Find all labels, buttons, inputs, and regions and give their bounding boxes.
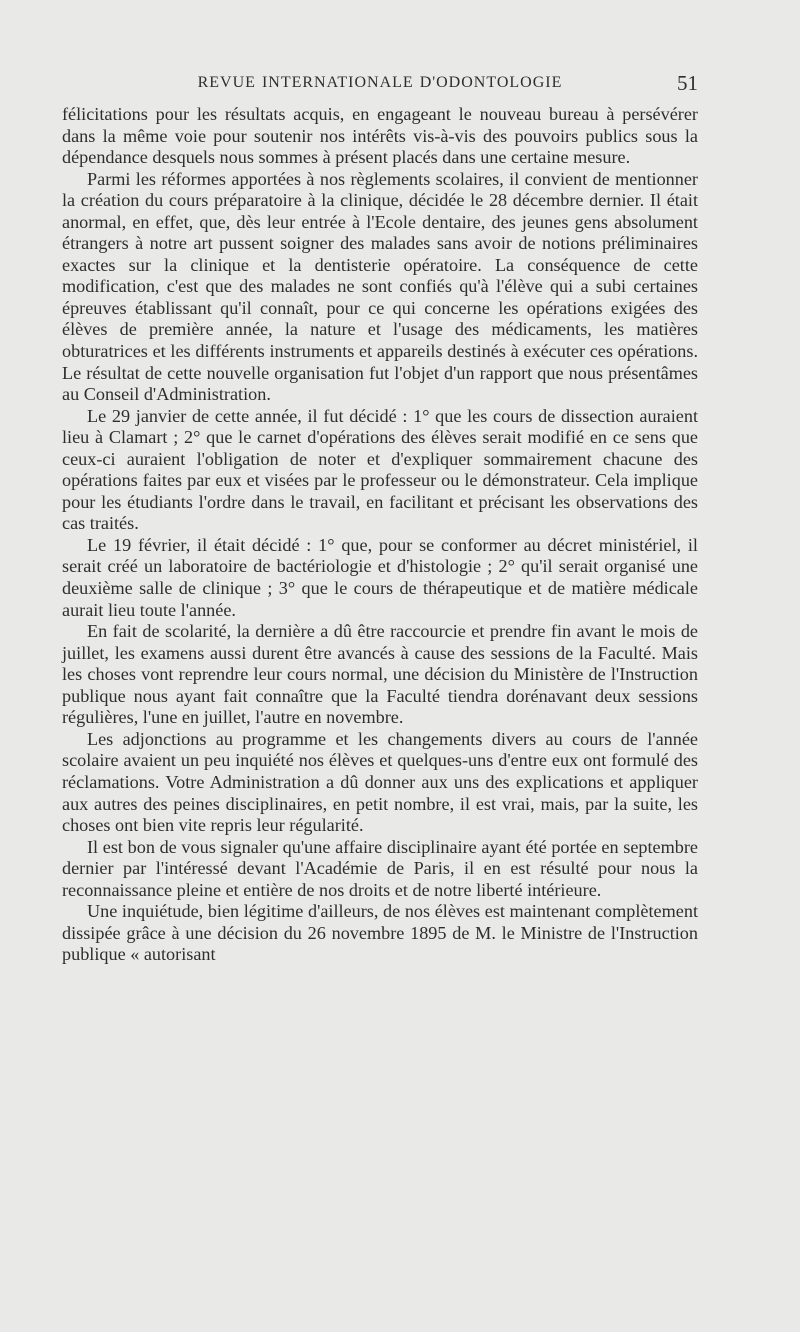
paragraph-continuation: félicitations pour les résultats acquis, en engageant le nouveau bureau à persévérer dans la même voie pour soutenir nos intérêts vis-à-vis des pouvoirs publics sous la dépendance desquels nous sommes à présent placés dans une certaine mesure.	[62, 104, 698, 168]
paragraph-29-janvier: Le 29 janvier de cette année, il fut décidé : 1° que les cours de dissection auraient lieu à Clamart ; 2° que le carnet d'opérations des élèves serait modifié en ce sens que ceux-ci auraient l'obligation de noter et d'expliquer sommairement chacune des opérations faites par eux et visées par le professeur ou le démonstrateur. Cela implique pour les étudiants l'ordre dans le travail, en facilitant et précisant les observations des cas traités.	[62, 405, 698, 534]
paragraph-affaire-disciplinaire: Il est bon de vous signaler qu'une affaire disciplinaire ayant été portée en septembre dernier par l'intéressé devant l'Académie de Paris, il en est résulté pour nous la reconnaissance pleine et entière de nos droits et de notre liberté intérieure.	[62, 836, 698, 900]
paragraph-inquietude: Une inquiétude, bien légitime d'ailleurs, de nos élèves est maintenant complètement dissipée grâce à une décision du 26 novembre 1895 de M. le Ministre de l'Instruction publique « autorisant	[62, 901, 698, 965]
page-header	[62, 70, 698, 96]
running-head: REVUE INTERNATIONALE D'ODONTOLOGIE	[197, 74, 563, 91]
paragraph-adjonctions: Les adjonctions au programme et les changements divers au cours de l'année scolaire avaient un peu inquiété nos élèves et quelques-uns d'entre eux ont formulé des réclamations. Votre Administration a dû donner aux uns des explications et appliquer aux autres des peines disciplinaires, en petit nombre, il est vrai, mais, par la suite, les choses ont bien vite repris leur régularité.	[62, 728, 698, 836]
page-number: 51	[677, 71, 698, 95]
paragraph-scolarite: En fait de scolarité, la dernière a dû être raccourcie et prendre fin avant le mois de juillet, les examens aussi durent être avancés à cause des sessions de la Faculté. Mais les choses vont reprendre leur cours normal, une décision du Ministère de l'Instruction publique nous ayant fait connaître que la Faculté tiendra dorénavant deux sessions régulières, l'une en juillet, l'autre en novembre.	[62, 621, 698, 728]
paragraph-reformes: Parmi les réformes apportées à nos règlements scolaires, il convient de mentionner la création du cours préparatoire à la clinique, décidée le 28 décembre dernier. Il était anormal, en effet, que, dès leur entrée à l'Ecole dentaire, des jeunes gens absolument étrangers à notre art pussent soigner des malades sans avoir de notions préliminaires exactes sur la clinique et la dentisterie opératoire. La conséquence de cette modification, c'est que des malades ne sont confiés qu'à l'élève qui a subi certaines épreuves établissant qu'il connaît, pour ce qui concerne les opérations exigées des élèves de première année, la nature et l'usage des médicaments, les matières obturatrices et les différents instruments et appareils destinés à exécuter ces opérations. Le résultat de cette nouvelle organisation fut l'objet d'un rapport que nous présentâmes au Conseil d'Administration.	[62, 168, 698, 405]
body-text	[62, 104, 698, 966]
paragraph-19-fevrier: Le 19 février, il était décidé : 1° que, pour se conformer au décret ministériel, il serait créé un laboratoire de bactériologie et d'histologie ; 2° qu'il serait organisé une deuxième salle de clinique ; 3° que le cours de thérapeutique et de matière médicale aurait lieu toute l'année.	[62, 534, 698, 620]
